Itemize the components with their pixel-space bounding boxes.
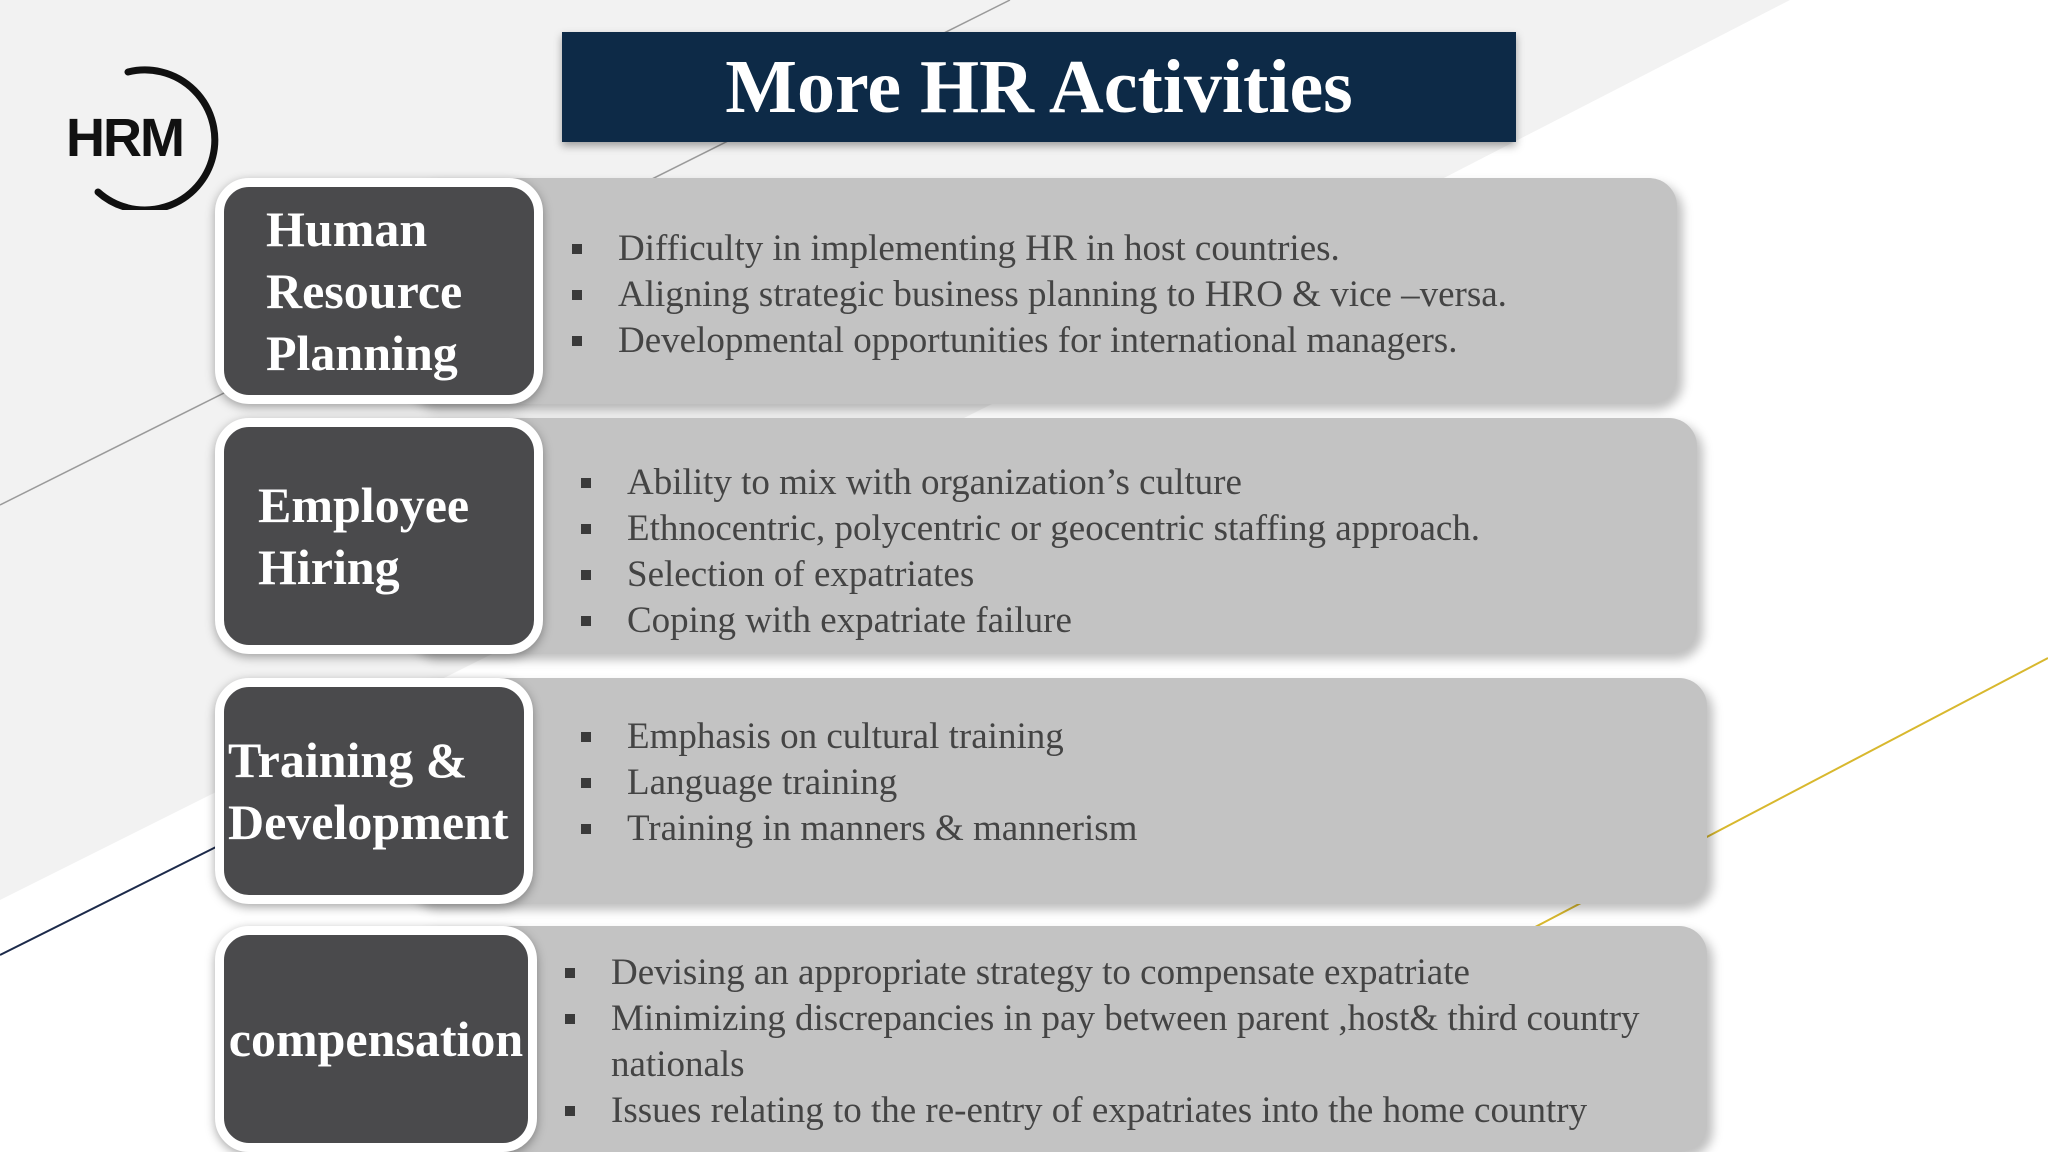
row-label-box [215,418,543,654]
bullet-item: Language training [581,760,1137,806]
bullet-item: Ability to mix with organization’s culture [581,460,1480,506]
bullet-item: Coping with expatriate failure [581,598,1480,644]
row-label: Training & Development [228,732,509,850]
bullet-item: Devising an appropriate strategy to compensate expatriate [565,950,1695,996]
bullet-item: Issues relating to the re-entry of expatriates into the home country [565,1088,1695,1134]
bullet-list [565,950,1695,1134]
bullet-item: Selection of expatriates [581,552,1480,598]
row-label-box [215,178,543,404]
bullet-list [581,460,1480,644]
bullet-item: Minimizing discrepancies in pay between parent ,host& third country nationals [565,996,1695,1088]
logo-text: HRM [66,108,183,168]
bullet-list [572,226,1507,364]
bullet-item: Ethnocentric, polycentric or geocentric staffing approach. [581,506,1480,552]
bullet-item: Emphasis on cultural training [581,714,1137,760]
row-label: Human Resource Planning [266,201,463,381]
bullet-item: Developmental opportunities for international managers. [572,318,1507,364]
row-training-development [215,678,1707,904]
row-label: Employee Hiring [258,477,470,595]
page-title: More HR Activities [725,44,1353,129]
bullet-item: Aligning strategic business planning to HRO & vice –versa. [572,272,1507,318]
title-banner [562,32,1516,142]
bullet-list [581,714,1137,852]
bullet-item: Difficulty in implementing HR in host countries. [572,226,1507,272]
row-label-box [215,678,533,904]
hrm-logo [58,60,236,210]
row-label-box [215,926,537,1152]
row-employee-hiring [215,418,1697,654]
row-compensation [215,926,1707,1152]
bullet-item: Training in manners & mannerism [581,806,1137,852]
row-human-resource-planning [215,178,1677,404]
row-label: compensation [228,1011,524,1067]
